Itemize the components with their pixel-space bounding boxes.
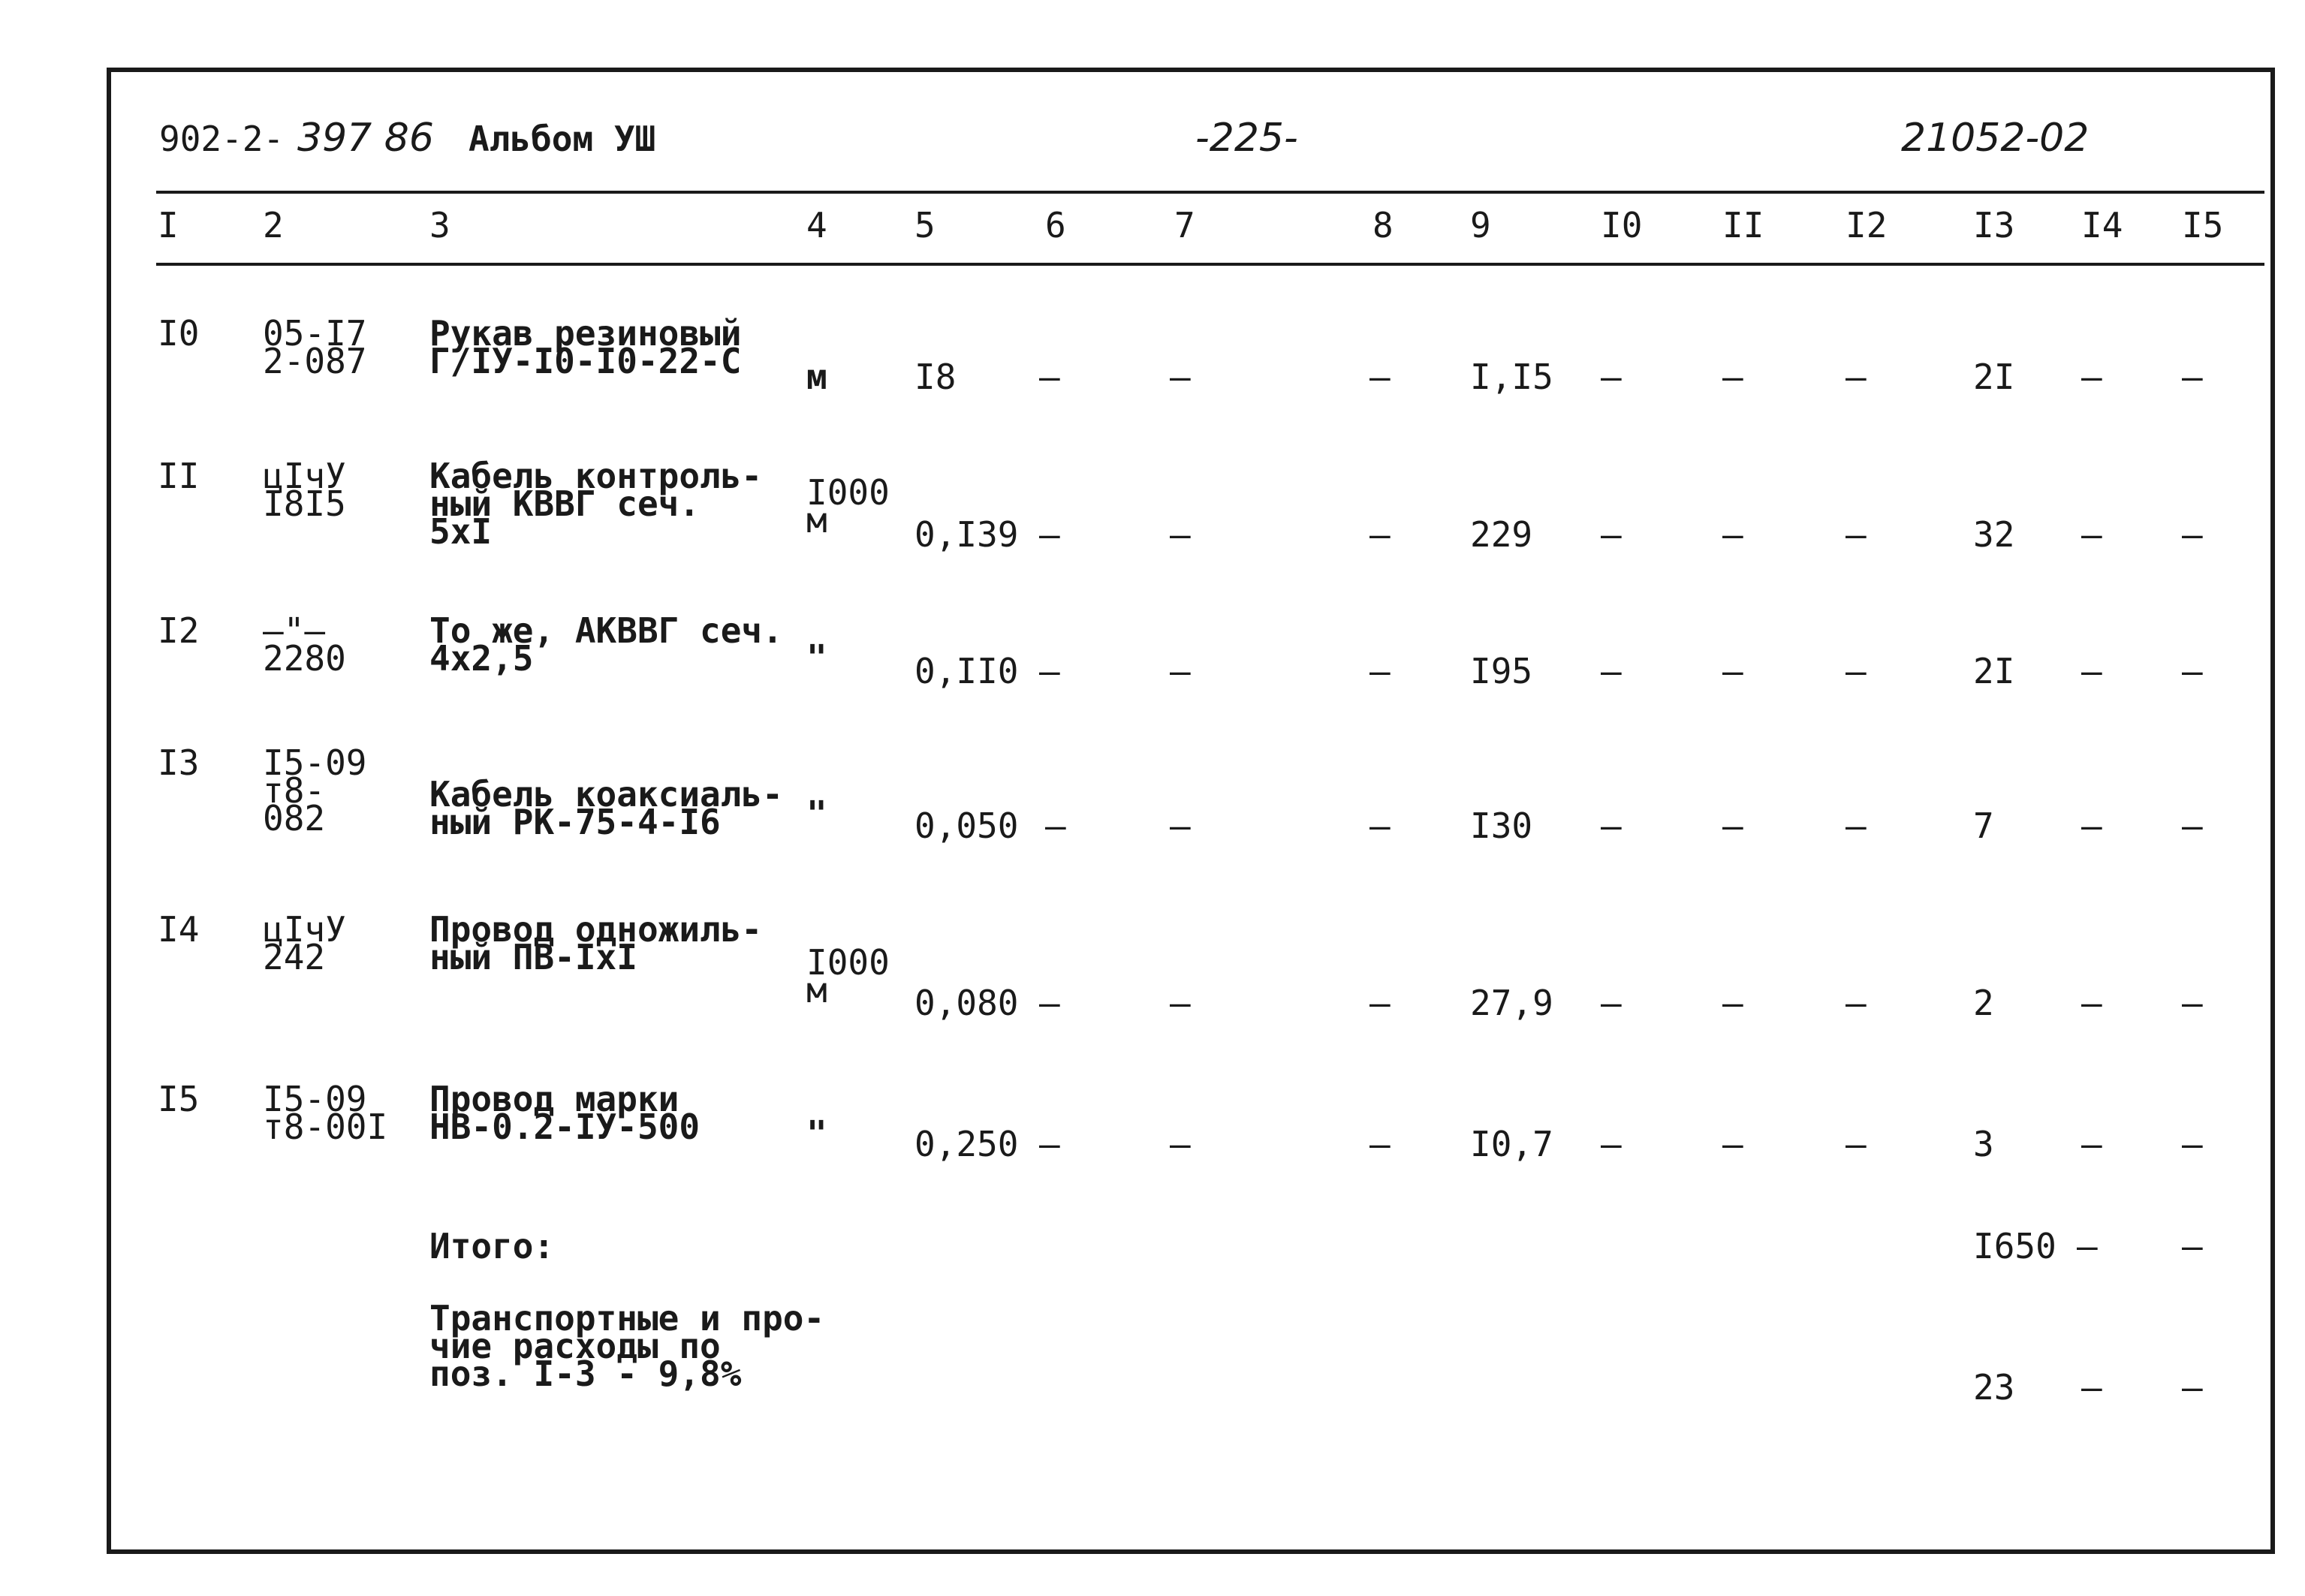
row-number: II xyxy=(158,456,200,496)
column-number: I2 xyxy=(1846,205,1888,245)
unit-price: I95 xyxy=(1470,651,1533,691)
cell-col14: – xyxy=(2081,651,2102,691)
total-cost: 7 xyxy=(1973,806,1994,846)
row-number: I2 xyxy=(158,610,200,651)
cell-col7: – xyxy=(1170,357,1191,397)
total-col14: – xyxy=(2077,1226,2098,1266)
column-number: 9 xyxy=(1470,205,1491,245)
cell-col11: – xyxy=(1722,651,1743,691)
transport-col15: – xyxy=(2182,1367,2203,1408)
cell-col12: – xyxy=(1846,1124,1867,1164)
item-name: Кабель коаксиаль- ный РК-75-4-I6 xyxy=(429,774,783,842)
document-code: 902-2- xyxy=(159,119,285,159)
price-code: I5-09 т8-00I xyxy=(263,1079,388,1147)
cell-col8: – xyxy=(1369,983,1391,1023)
unit: м xyxy=(806,357,827,397)
cell-col15: – xyxy=(2182,806,2203,846)
cell-col15: – xyxy=(2182,1124,2203,1164)
quantity: 0,250 xyxy=(914,1124,1019,1164)
column-number: I0 xyxy=(1601,205,1643,245)
column-number: 8 xyxy=(1372,205,1394,245)
total-col15: – xyxy=(2182,1226,2203,1266)
column-number: II xyxy=(1722,205,1764,245)
cell-col8: – xyxy=(1369,1124,1391,1164)
unit: I000 м xyxy=(806,942,890,1010)
price-code: цIчУ I8I5 xyxy=(263,456,346,524)
item-name: Кабель контроль- ный КВВГ сеч. 5xI xyxy=(429,456,763,552)
column-number: 3 xyxy=(429,205,450,245)
total-cost: 2 xyxy=(1973,983,1994,1023)
cell-col7: – xyxy=(1170,651,1191,691)
cell-col11: – xyxy=(1722,1124,1743,1164)
cell-col6: – xyxy=(1039,651,1060,691)
total-cost: 2I xyxy=(1973,357,2015,397)
item-name: Провод марки НВ-0.2-IУ-500 xyxy=(429,1079,701,1147)
unit: " xyxy=(806,793,827,834)
cell-col14: – xyxy=(2081,983,2102,1023)
cell-col7: – xyxy=(1170,983,1191,1023)
cell-col6: – xyxy=(1039,514,1060,555)
cell-col15: – xyxy=(2182,983,2203,1023)
header-rule xyxy=(156,191,2264,194)
unit: " xyxy=(806,1113,827,1154)
unit-price: 27,9 xyxy=(1470,983,1553,1023)
quantity: 0,080 xyxy=(914,983,1019,1023)
cell-col8: – xyxy=(1369,514,1391,555)
cell-col6: – xyxy=(1039,983,1060,1023)
cell-col14: – xyxy=(2081,806,2102,846)
total-cost: 32 xyxy=(1973,514,2015,555)
cell-col11: – xyxy=(1722,514,1743,555)
unit-price: I,I5 xyxy=(1470,357,1553,397)
document-code-handwritten: 397 86 xyxy=(297,116,434,161)
cell-col8: – xyxy=(1369,357,1391,397)
cell-col14: – xyxy=(2081,1124,2102,1164)
item-name: Рукав резиновый Г/IУ-I0-I0-22-С xyxy=(429,313,742,381)
cell-col11: – xyxy=(1722,357,1743,397)
column-number: 4 xyxy=(806,205,827,245)
quantity: 0,I39 xyxy=(914,514,1019,555)
cell-col8: – xyxy=(1369,651,1391,691)
total-label: Итого: xyxy=(429,1226,555,1266)
cell-col12: – xyxy=(1846,514,1867,555)
unit-price: I30 xyxy=(1470,806,1533,846)
column-number: I4 xyxy=(2081,205,2123,245)
cell-col15: – xyxy=(2182,514,2203,555)
column-header-rule xyxy=(156,263,2264,266)
cell-col14: – xyxy=(2081,514,2102,555)
column-number: 5 xyxy=(914,205,936,245)
column-number: 7 xyxy=(1174,205,1195,245)
cell-col10: – xyxy=(1601,514,1622,555)
cell-col6: – xyxy=(1039,1124,1060,1164)
price-code: 05-I7 2-087 xyxy=(263,313,367,381)
cell-col7: – xyxy=(1170,514,1191,555)
cell-col11: – xyxy=(1722,806,1743,846)
cell-col6: – xyxy=(1039,357,1060,397)
cell-col10: – xyxy=(1601,806,1622,846)
column-number: I5 xyxy=(2182,205,2224,245)
transport-sum: 23 xyxy=(1973,1367,2015,1408)
unit-price: 229 xyxy=(1470,514,1533,555)
cell-col8: – xyxy=(1369,806,1391,846)
total-cost: 2I xyxy=(1973,651,2015,691)
unit: I000 м xyxy=(806,472,890,541)
row-number: I3 xyxy=(158,742,200,783)
price-code: цIчУ 242 xyxy=(263,909,346,977)
album-title: Альбом УШ xyxy=(469,119,656,159)
cell-col15: – xyxy=(2182,357,2203,397)
cell-col7: – xyxy=(1170,1124,1191,1164)
quantity: I8 xyxy=(914,357,957,397)
quantity: 0,050 xyxy=(914,806,1019,846)
cell-col7: – xyxy=(1170,806,1191,846)
price-code: I5-09 т8- 082 xyxy=(263,742,367,839)
sheet-number: 21052-02 xyxy=(1901,116,2090,161)
cell-col10: – xyxy=(1601,357,1622,397)
cell-col10: – xyxy=(1601,651,1622,691)
column-number: 6 xyxy=(1045,205,1066,245)
cell-col15: – xyxy=(2182,651,2203,691)
unit-price: I0,7 xyxy=(1470,1124,1553,1164)
unit: " xyxy=(806,637,827,678)
cell-col14: – xyxy=(2081,357,2102,397)
row-number: I4 xyxy=(158,909,200,950)
cell-col10: – xyxy=(1601,1124,1622,1164)
column-number: I xyxy=(158,205,179,245)
document-frame xyxy=(107,68,2275,1554)
total-cost: 3 xyxy=(1973,1124,1994,1164)
quantity: 0,II0 xyxy=(914,651,1019,691)
total-sum: I650 xyxy=(1973,1226,2056,1266)
cell-col12: – xyxy=(1846,651,1867,691)
cell-col6: – xyxy=(1045,806,1066,846)
cell-col12: – xyxy=(1846,983,1867,1023)
cell-col10: – xyxy=(1601,983,1622,1023)
cell-col12: – xyxy=(1846,806,1867,846)
price-code: –"– 2280 xyxy=(263,610,346,679)
transport-col14: – xyxy=(2081,1367,2102,1408)
transport-label: Транспортные и про- чие расходы по поз. I-3 - 9,8% xyxy=(429,1298,825,1394)
column-number: I3 xyxy=(1973,205,2015,245)
page-number: -225- xyxy=(1195,116,1298,161)
item-name: То же, АКВВГ сеч. 4x2,5 xyxy=(429,610,783,679)
row-number: I0 xyxy=(158,313,200,354)
item-name: Провод одножиль- ный ПВ-IxI xyxy=(429,909,763,977)
cell-col12: – xyxy=(1846,357,1867,397)
column-number: 2 xyxy=(263,205,284,245)
cell-col11: – xyxy=(1722,983,1743,1023)
row-number: I5 xyxy=(158,1079,200,1119)
